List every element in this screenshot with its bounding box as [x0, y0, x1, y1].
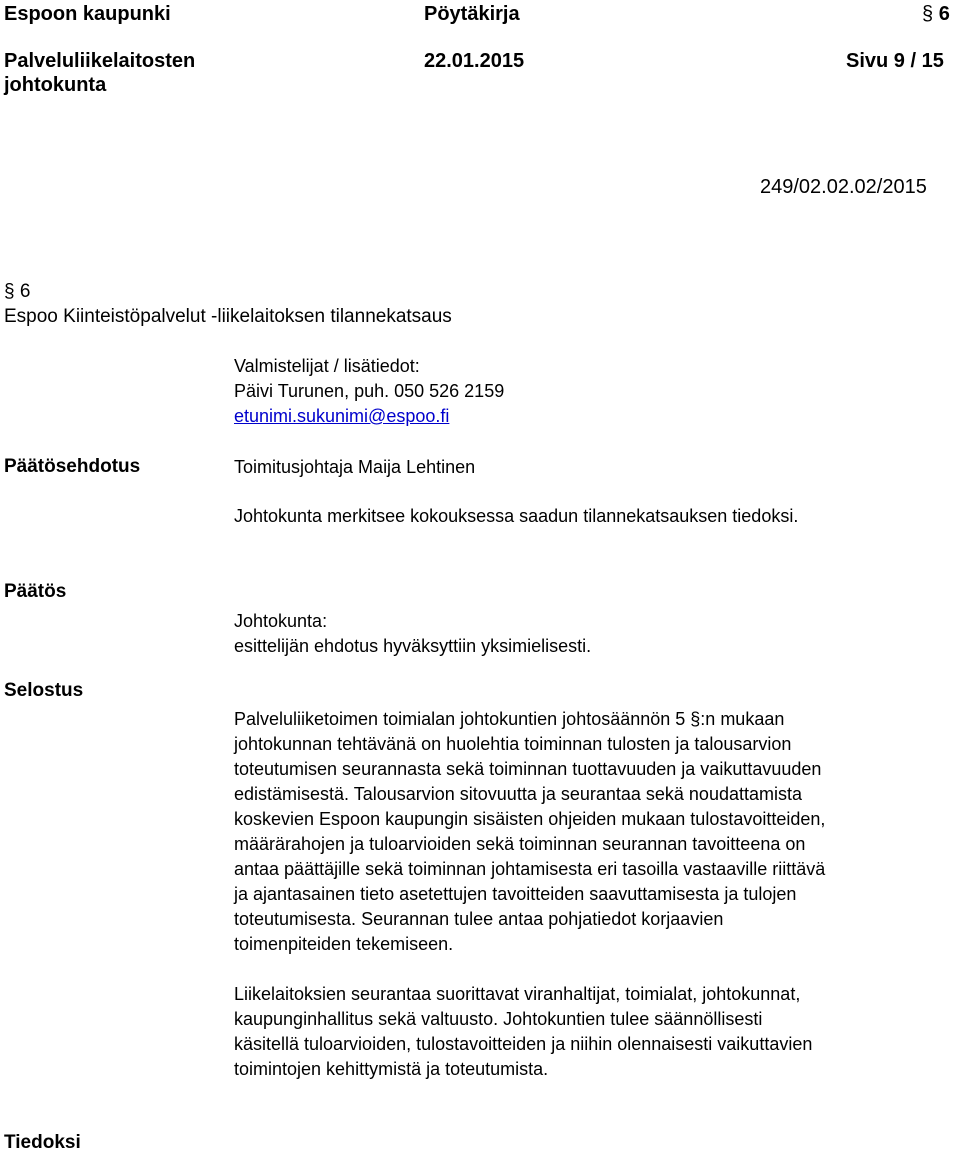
paragraph-line: määrärahojen ja tuloarvioiden sekä toiminnan seurannan tavoitteena on: [234, 834, 806, 854]
paragraph-line: kaupunginhallitus sekä valtuusto. Johtokuntien tulee säännöllisesti: [234, 1009, 763, 1029]
paragraph-line: edistämisestä. Talousarvion sitovuutta ja seurantaa sekä noudattamista: [234, 784, 802, 804]
paragraph-line: toimenpiteiden tekemiseen.: [234, 934, 454, 954]
org-name: Espoon kaupunki: [4, 3, 171, 25]
decision-line2: esittelijän ehdotus hyväksyttiin yksimielisesti.: [234, 636, 592, 656]
explanation-paragraph-2: [234, 982, 954, 1082]
distribution-label: Tiedoksi: [4, 1132, 81, 1153]
meeting-date: 22.01.2015: [424, 50, 525, 72]
paragraph-line: toimintojen kehittymistä ja toteutumista.: [234, 1059, 549, 1079]
proposal-label: Päätösehdotus: [4, 456, 141, 477]
explanation-paragraph-1: [234, 707, 954, 957]
section-symbol: §: [4, 281, 15, 302]
paragraph-line: johtokunnan tehtävänä on huolehtia toiminnan tulosten ja talousarvion: [234, 734, 792, 754]
body-name-line1: Palveluliikelaitosten: [4, 50, 196, 72]
paragraph-line: toteutumisesta. Seurannan tulee antaa pohjatiedot korjaavien: [234, 909, 724, 929]
preparer-email-link[interactable]: etunimi.sukunimi@espoo.fi: [234, 406, 450, 426]
paragraph-line: ja ajantasainen tieto asetettujen tavoitteiden saavuttamisesta ja tulojen: [234, 884, 797, 904]
decision-line1: Johtokunta:: [234, 611, 328, 631]
paragraph-line: Palveluliiketoimen toimialan johtokuntien johtosäännön 5 §:n mukaan: [234, 709, 785, 729]
item-title: Espoo Kiinteistöpalvelut -liikelaitoksen tilannekatsaus: [4, 306, 452, 327]
paragraph-line: koskevien Espoon kaupungin sisäisten ohjeiden mukaan tulostavoitteiden,: [234, 809, 826, 829]
explanation-label: Selostus: [4, 680, 84, 701]
section-symbol: §: [922, 3, 934, 25]
paragraph-line: toteutumisen seurannasta sekä toiminnan tuottavuuden ja vaikuttavuuden: [234, 759, 822, 779]
decision-label: Päätös: [4, 581, 67, 602]
paragraph-line: antaa päättäjille sekä toiminnan johtamisesta eri tasoilla vastaaville riittävä: [234, 859, 826, 879]
item-number: [4, 280, 30, 304]
header-section: [922, 2, 950, 26]
document-type: Pöytäkirja: [424, 3, 520, 25]
body-name-line2: johtokunta: [4, 74, 107, 96]
page-number: Sivu 9 / 15: [846, 50, 944, 72]
proposal-proposer: Toimitusjohtaja Maija Lehtinen: [234, 457, 476, 477]
paragraph-line: käsitellä tuloarvioiden, tulostavoitteiden ja niihin olennaisesti vaikuttavien: [234, 1034, 813, 1054]
header-section-number: 6: [938, 3, 950, 25]
record-id: 249/02.02.02/2015: [760, 176, 927, 198]
preparer-contact: Päivi Turunen, puh. 050 526 2159: [234, 381, 505, 401]
proposal-text: Johtokunta merkitsee kokouksessa saadun tilannekatsauksen tiedoksi.: [234, 506, 799, 526]
preparers-label: Valmistelijat / lisätiedot:: [234, 356, 420, 376]
paragraph-line: Liikelaitoksien seurantaa suorittavat viranhaltijat, toimialat, johtokunnat,: [234, 984, 801, 1004]
item-number-value: 6: [19, 281, 31, 302]
